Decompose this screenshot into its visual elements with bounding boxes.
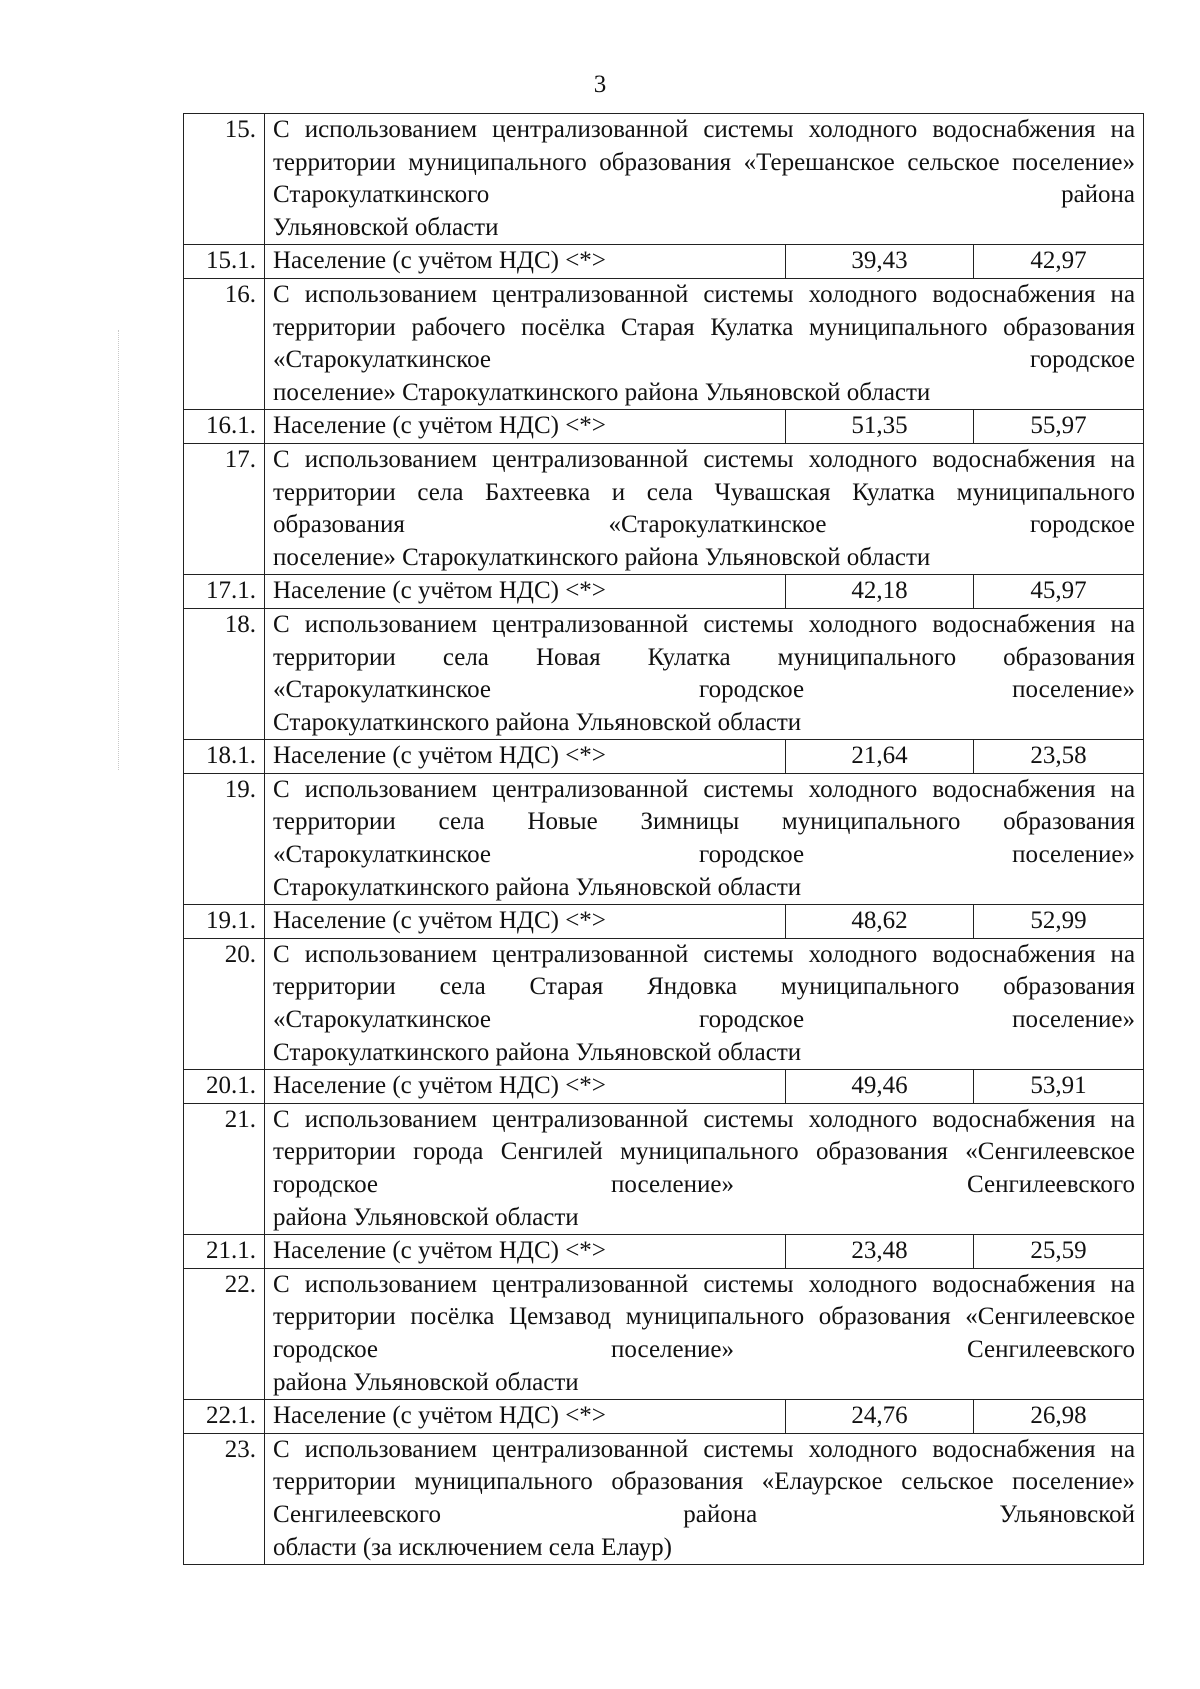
tariff-value-second: 45,97 xyxy=(974,575,1144,609)
tariff-row xyxy=(184,1235,1144,1269)
section-row xyxy=(184,1433,1144,1564)
description-line: водоснабжения на территории села Старая Яндовка муниципального xyxy=(273,940,1136,1001)
description-line: «Терешанское сельское поселение» Старокулаткинского района xyxy=(273,148,1136,209)
tariff-value-first: 21,64 xyxy=(786,740,974,774)
section-row xyxy=(184,278,1144,409)
row-number: 15.1. xyxy=(184,245,265,279)
tariff-value-second: 42,97 xyxy=(974,245,1144,279)
row-number: 17. xyxy=(184,443,265,574)
description-line: области (за исключением села Елаур) xyxy=(273,1533,672,1561)
row-number: 20.1. xyxy=(184,1070,265,1104)
row-number: 19. xyxy=(184,773,265,904)
row-number: 16.1. xyxy=(184,410,265,444)
section-row xyxy=(184,443,1144,574)
row-number: 17.1. xyxy=(184,575,265,609)
row-number: 22.1. xyxy=(184,1400,265,1434)
tariff-row xyxy=(184,245,1144,279)
scan-artifact xyxy=(118,330,120,770)
row-number: 16. xyxy=(184,278,265,409)
section-description xyxy=(265,278,1144,409)
section-row xyxy=(184,1268,1144,1399)
tariff-row xyxy=(184,410,1144,444)
description-line: водоснабжения на территории города Сенгилей муниципального xyxy=(273,1105,1136,1166)
section-description xyxy=(265,443,1144,574)
description-line: образования «Старокулаткинское городское поселение» xyxy=(273,643,1136,704)
description-line: образования «Старокулаткинское городское поселение» xyxy=(273,973,1136,1034)
consumer-label: Население (с учётом НДС) <*> xyxy=(265,905,786,939)
description-line: Ульяновской области xyxy=(273,213,499,241)
description-line: С использованием централизованной системы холодного xyxy=(273,1105,918,1133)
row-number: 21.1. xyxy=(184,1235,265,1269)
tariff-value-first: 39,43 xyxy=(786,245,974,279)
description-line: поселение» Старокулаткинского района Ульяновской области xyxy=(273,378,931,406)
consumer-label: Население (с учётом НДС) <*> xyxy=(265,410,786,444)
row-number: 20. xyxy=(184,938,265,1069)
row-number: 15. xyxy=(184,114,265,245)
section-description xyxy=(265,773,1144,904)
section-description xyxy=(265,938,1144,1069)
row-number: 21. xyxy=(184,1103,265,1234)
consumer-label: Население (с учётом НДС) <*> xyxy=(265,740,786,774)
tariff-value-second: 25,59 xyxy=(974,1235,1144,1269)
description-line: поселение» Старокулаткинского района Ульяновской области xyxy=(273,543,931,571)
row-number: 18.1. xyxy=(184,740,265,774)
tariff-row xyxy=(184,740,1144,774)
tariff-value-second: 52,99 xyxy=(974,905,1144,939)
description-line: водоснабжения на территории посёлка Цемзавод муниципального xyxy=(273,1270,1136,1331)
consumer-label: Население (с учётом НДС) <*> xyxy=(265,1235,786,1269)
description-line: района Ульяновской области xyxy=(273,1368,579,1396)
description-line: С использованием централизованной системы холодного xyxy=(273,1435,918,1463)
consumer-label: Население (с учётом НДС) <*> xyxy=(265,1070,786,1104)
description-line: Кулатка муниципального образования «Старокулаткинское городское xyxy=(273,478,1136,539)
tariff-value-second: 53,91 xyxy=(974,1070,1144,1104)
description-line: С использованием централизованной системы холодного xyxy=(273,610,918,638)
tariff-row xyxy=(184,575,1144,609)
description-line: Старокулаткинского района Ульяновской области xyxy=(273,1038,802,1066)
section-description xyxy=(265,1433,1144,1564)
description-line: С использованием централизованной системы холодного xyxy=(273,940,918,968)
row-number: 18. xyxy=(184,608,265,739)
section-row xyxy=(184,114,1144,245)
consumer-label: Население (с учётом НДС) <*> xyxy=(265,245,786,279)
consumer-label: Население (с учётом НДС) <*> xyxy=(265,575,786,609)
description-line: водоснабжения на территории села Новые Зимницы муниципального xyxy=(273,775,1136,836)
description-line: Старокулаткинского района Ульяновской области xyxy=(273,708,802,736)
description-line: образования «Старокулаткинское городское поселение» xyxy=(273,808,1136,869)
description-line: муниципального образования «Старокулаткинское городское xyxy=(273,313,1136,374)
section-row xyxy=(184,773,1144,904)
page-number: 3 xyxy=(593,71,607,98)
tariff-row xyxy=(184,905,1144,939)
tariff-value-first: 49,46 xyxy=(786,1070,974,1104)
tariff-value-second: 26,98 xyxy=(974,1400,1144,1434)
tariff-value-first: 42,18 xyxy=(786,575,974,609)
tariff-value-first: 23,48 xyxy=(786,1235,974,1269)
description-line: С использованием централизованной системы холодного xyxy=(273,445,918,473)
tariff-value-second: 23,58 xyxy=(974,740,1144,774)
tariff-table-body xyxy=(184,114,1144,1565)
tariff-value-first: 24,76 xyxy=(786,1400,974,1434)
description-line: С использованием централизованной системы холодного xyxy=(273,1270,918,1298)
description-line: С использованием централизованной системы холодного xyxy=(273,116,918,143)
tariff-value-first: 51,35 xyxy=(786,410,974,444)
section-row xyxy=(184,1103,1144,1234)
description-line: водоснабжения на территории села Бахтеевка и села Чувашская xyxy=(273,445,1136,506)
description-line: С использованием централизованной системы холодного xyxy=(273,775,918,803)
row-number: 23. xyxy=(184,1433,265,1564)
section-description xyxy=(265,1103,1144,1234)
section-description xyxy=(265,608,1144,739)
tariff-row xyxy=(184,1400,1144,1434)
tariff-value-second: 55,97 xyxy=(974,410,1144,444)
description-line: водоснабжения на территории рабочего посёлка Старая Кулатка xyxy=(273,280,1136,341)
section-row xyxy=(184,938,1144,1069)
description-line: водоснабжения на территории муниципального образования xyxy=(273,116,1136,176)
row-number: 22. xyxy=(184,1268,265,1399)
tariff-value-first: 48,62 xyxy=(786,905,974,939)
description-line: Старокулаткинского района Ульяновской области xyxy=(273,873,802,901)
tariff-table xyxy=(183,113,1144,1565)
row-number: 19.1. xyxy=(184,905,265,939)
section-description xyxy=(265,114,1144,245)
description-line: «Елаурское сельское поселение» Сенгилеевского района Ульяновской xyxy=(273,1468,1136,1528)
description-line: района Ульяновской области xyxy=(273,1203,579,1231)
section-row xyxy=(184,608,1144,739)
section-description xyxy=(265,1268,1144,1399)
description-line: водоснабжения на территории села Новая Кулатка муниципального xyxy=(273,610,1136,671)
consumer-label: Население (с учётом НДС) <*> xyxy=(265,1400,786,1434)
tariff-row xyxy=(184,1070,1144,1104)
description-line: С использованием централизованной системы холодного xyxy=(273,280,918,308)
description-line: образования «Сенгилеевское городское поселение» Сенгилеевского xyxy=(273,1303,1136,1363)
description-line: образования «Сенгилеевское городское поселение» Сенгилеевского xyxy=(273,1138,1136,1198)
description-line: водоснабжения на территории муниципального образования xyxy=(273,1435,1136,1496)
